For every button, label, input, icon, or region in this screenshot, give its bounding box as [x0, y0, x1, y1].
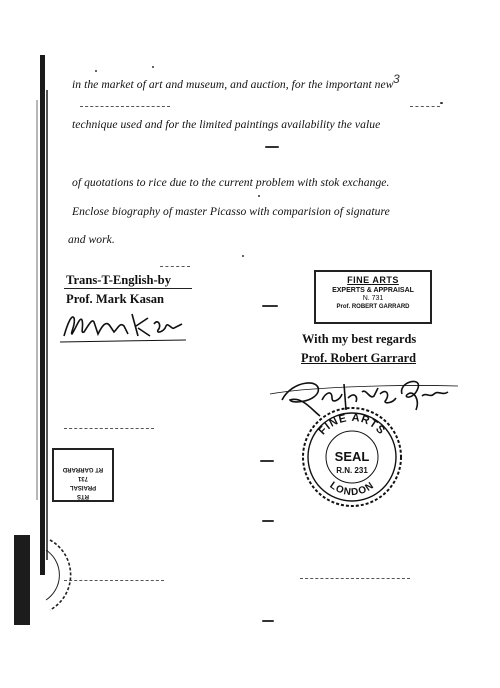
closing-name: Prof. Robert Garrard	[301, 351, 417, 365]
translator-name: Prof. Mark Kasan	[66, 292, 165, 306]
appraisal-stamp	[314, 270, 432, 324]
speck	[262, 305, 278, 307]
speck	[265, 146, 279, 148]
translator-signature-icon	[58, 304, 188, 346]
partial-seal-icon	[30, 530, 90, 620]
stamp-number: N. 731	[362, 295, 384, 302]
speck	[258, 195, 260, 197]
mirrored-stamp-line3: 731	[78, 475, 89, 481]
speck	[440, 102, 443, 104]
scan-edge-shadow	[40, 55, 45, 575]
page-number: 3	[393, 72, 400, 86]
mirrored-stamp-line2: PRAISAL	[69, 484, 97, 490]
body-line-1: in the market of art and museum, and auction, for the important new	[72, 78, 394, 91]
body-line-3: of quotations to rice due to the current problem with stok exchange.	[72, 176, 390, 189]
translator-title: Trans-T-English-by	[66, 273, 171, 287]
seal-bottom-text: LONDON	[327, 480, 377, 499]
seal-number-text: R.N. 231	[336, 466, 368, 475]
speck	[152, 66, 154, 68]
speck	[260, 460, 274, 462]
dashed-rule	[80, 106, 170, 107]
body-line-4: Enclose biography of master Picasso with comparision of signature	[72, 205, 390, 218]
seal-center-text: SEAL	[334, 449, 370, 464]
stamp-subtitle: EXPERTS & APPRAISAL	[332, 287, 414, 294]
body-line-5: and work.	[68, 233, 115, 246]
scan-artifact-bar	[14, 535, 30, 625]
speck	[95, 70, 97, 72]
closing-regards: With my best regards	[302, 332, 417, 346]
speck	[242, 255, 244, 257]
stamp-title: FINE ARTS	[347, 275, 399, 285]
dashed-rule	[64, 428, 154, 429]
mirrored-stamp-line1: RTS	[77, 493, 89, 499]
fine-arts-seal-icon	[300, 405, 404, 509]
mirrored-stamp-line4: RT GARRARD	[62, 466, 104, 472]
dashed-rule	[300, 578, 410, 579]
scan-edge-faint	[36, 100, 38, 500]
body-line-2: technique used and for the limited paintings availability the value	[72, 118, 381, 131]
stamp-name: Prof. ROBERT GARRARD	[336, 304, 410, 310]
dashed-rule	[410, 106, 440, 107]
speck	[262, 520, 274, 522]
mirrored-stamp	[52, 448, 114, 502]
seal-top-text: FINE ARTS	[316, 411, 388, 438]
scan-edge-line	[46, 90, 48, 560]
dashed-rule	[160, 266, 190, 267]
speck	[262, 620, 274, 622]
translator-underline	[64, 288, 192, 289]
